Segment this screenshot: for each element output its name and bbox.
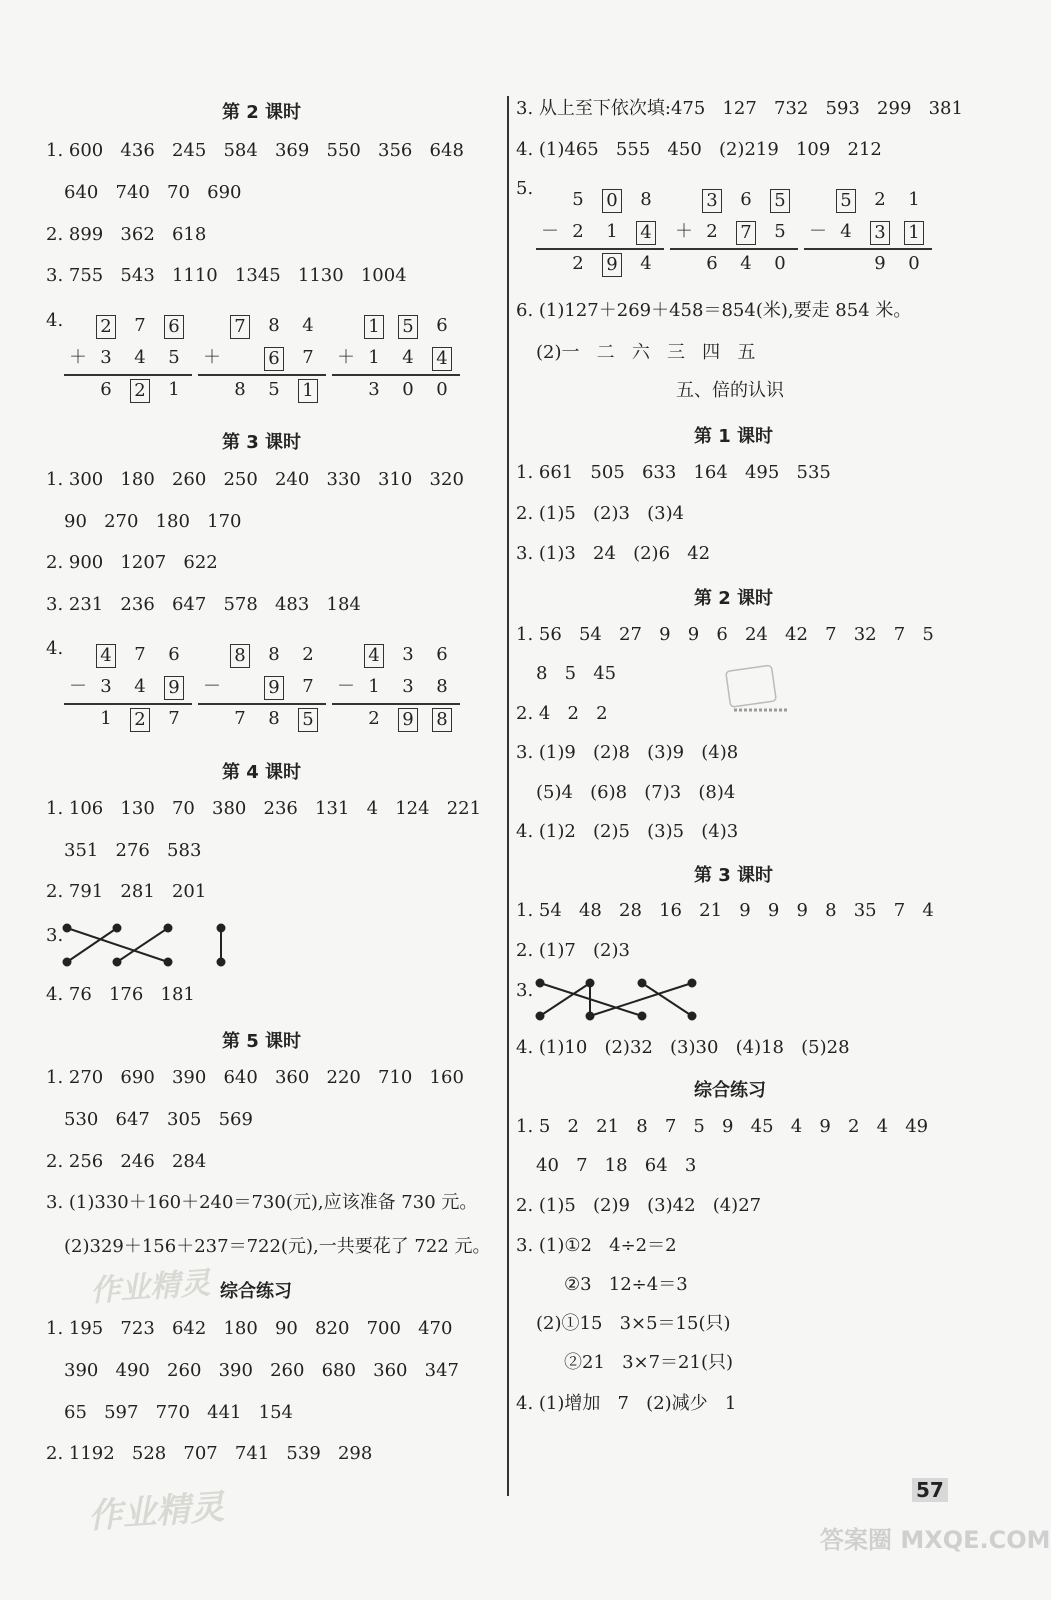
left-review-q1-line2: 390 490 260 390 260 680 360 347 xyxy=(64,1360,460,1381)
res-digit: 2 xyxy=(572,253,584,274)
bot-digit: 4 xyxy=(402,347,414,368)
right-l2-q1-line1: 1. 56 54 27 9 9 6 24 42 7 32 7 5 xyxy=(516,624,934,645)
bot-digit: 6 xyxy=(264,347,284,371)
top-digit: 2 xyxy=(874,189,886,210)
bot-digit: 1 xyxy=(606,221,618,242)
watermark-upper: 作业精灵 xyxy=(89,1265,212,1310)
right-cont-q6-line1: 6. (1)127＋269＋458＝854(米),要走 854 米。 xyxy=(516,300,912,321)
bot-digit: 7 xyxy=(302,347,314,368)
top-digit: 7 xyxy=(230,315,250,339)
right-review-q2: 2. (1)5 (2)9 (3)42 (4)27 xyxy=(516,1195,762,1216)
right-l2-q1-line2: 8 5 45 xyxy=(536,663,617,684)
left-review-q1-line3: 65 597 770 441 154 xyxy=(64,1402,293,1423)
left-lesson2-title: 第 2 课时 xyxy=(222,102,302,123)
bot-digit: 3 xyxy=(870,221,890,245)
res-digit: 1 xyxy=(298,379,318,403)
bot-digit: 4 xyxy=(636,221,656,245)
bot-digit: 3 xyxy=(402,676,414,697)
res-digit: 2 xyxy=(368,708,380,729)
right-review-q3-line2: ②3 12÷4＝3 xyxy=(564,1274,688,1295)
top-digit: 2 xyxy=(96,315,116,339)
top-digit: 8 xyxy=(230,644,250,668)
left-lesson3-title: 第 3 课时 xyxy=(222,432,302,453)
left-review-q1-line1: 1. 195 723 642 180 90 820 700 470 xyxy=(46,1318,453,1339)
right-lesson3-title: 第 3 课时 xyxy=(694,865,774,886)
watermark-lower: 作业精灵 xyxy=(87,1487,226,1537)
top-digit: 8 xyxy=(640,189,652,210)
res-digit: 1 xyxy=(100,708,112,729)
left-l5-q1-line2: 530 647 305 569 xyxy=(64,1109,253,1130)
bot-digit: 5 xyxy=(168,347,180,368)
top-digit: 0 xyxy=(602,189,622,213)
top-digit: 3 xyxy=(702,189,722,213)
res-digit: 8 xyxy=(234,379,246,400)
res-digit: 7 xyxy=(168,708,180,729)
res-digit: 6 xyxy=(100,379,112,400)
left-l4-q1-line1: 1. 106 130 70 380 236 131 4 124 221 xyxy=(46,798,482,819)
bot-digit: 1 xyxy=(368,347,380,368)
bot-digit: 9 xyxy=(264,676,284,700)
page-number: 57 xyxy=(912,1478,948,1502)
right-l3-q2: 2. (1)7 (2)3 xyxy=(516,940,630,961)
top-digit: 1 xyxy=(364,315,384,339)
top-digit: 3 xyxy=(402,644,414,665)
left-l3-q3: 3. 231 236 647 578 483 184 xyxy=(46,594,361,615)
bot-digit: 3 xyxy=(100,676,112,697)
right-l3-q3-label: 3. xyxy=(516,980,534,1001)
left-l3-q2: 2. 900 1207 622 xyxy=(46,552,218,573)
right-review-title: 综合练习 xyxy=(694,1080,766,1101)
left-l2-q1-line1: 1. 600 436 245 584 369 550 356 648 xyxy=(46,140,464,161)
res-digit: 5 xyxy=(298,708,318,732)
res-digit: 8 xyxy=(268,708,280,729)
bot-digit: 2 xyxy=(706,221,718,242)
left-lesson4-title: 第 4 课时 xyxy=(222,762,302,783)
top-digit: 6 xyxy=(436,644,448,665)
right-l3-q4: 4. (1)10 (2)32 (3)30 (4)18 (5)28 xyxy=(516,1037,850,1058)
top-digit: 7 xyxy=(134,315,146,336)
left-l3-q4-label: 4. xyxy=(46,638,64,659)
top-digit: 5 xyxy=(836,189,856,213)
right-review-q1-line1: 1. 5 2 21 8 7 5 9 45 4 9 2 4 49 xyxy=(516,1116,929,1137)
bot-digit: 4 xyxy=(840,221,852,242)
top-digit: 6 xyxy=(740,189,752,210)
bot-digit: 7 xyxy=(302,676,314,697)
top-digit: 6 xyxy=(436,315,448,336)
bot-digit: 5 xyxy=(774,221,786,242)
right-l2-q2: 2. 4 2 2 xyxy=(516,703,608,724)
top-digit: 5 xyxy=(770,189,790,213)
res-digit: 0 xyxy=(402,379,414,400)
bot-digit: 4 xyxy=(432,347,452,371)
bot-digit: 2 xyxy=(572,221,584,242)
left-review-title: 综合练习 xyxy=(220,1281,292,1302)
top-digit: 4 xyxy=(364,644,384,668)
res-digit: 4 xyxy=(640,253,652,274)
res-digit: 3 xyxy=(368,379,380,400)
res-digit: 0 xyxy=(436,379,448,400)
right-l1-q2: 2. (1)5 (2)3 (3)4 xyxy=(516,503,685,524)
res-digit: 0 xyxy=(774,253,786,274)
left-l5-q2: 2. 256 246 284 xyxy=(46,1151,207,1172)
right-review-q3-line1: 3. (1)①2 4÷2＝2 xyxy=(516,1235,677,1256)
left-l2-q4-label: 4. xyxy=(46,310,64,331)
top-digit: 6 xyxy=(164,315,184,339)
operator-sign: － xyxy=(69,676,87,697)
top-digit: 4 xyxy=(96,644,116,668)
operator-sign: － xyxy=(203,676,221,697)
res-digit: 1 xyxy=(168,379,180,400)
left-l2-q3: 3. 755 543 1110 1345 1130 1004 xyxy=(46,265,407,286)
top-digit: 5 xyxy=(572,189,584,210)
left-review-q2: 2. 1192 528 707 741 539 298 xyxy=(46,1443,373,1464)
res-digit: 7 xyxy=(234,708,246,729)
right-lesson1-title: 第 1 课时 xyxy=(694,426,774,447)
left-l2-q1-line2: 640 740 70 690 xyxy=(64,182,242,203)
left-l5-q3-line1: 3. (1)330＋160＋240＝730(元),应该准备 730 元。 xyxy=(46,1192,478,1213)
res-digit: 5 xyxy=(268,379,280,400)
bot-digit: 1 xyxy=(904,221,924,245)
res-digit: 0 xyxy=(908,253,920,274)
bot-digit: 4 xyxy=(134,676,146,697)
right-lesson2-title: 第 2 课时 xyxy=(694,588,774,609)
res-digit: 6 xyxy=(706,253,718,274)
res-digit: 8 xyxy=(432,708,452,732)
top-digit: 7 xyxy=(134,644,146,665)
top-digit: 1 xyxy=(908,189,920,210)
left-l4-q4: 4. 76 176 181 xyxy=(46,984,195,1005)
right-cont-q4: 4. (1)465 555 450 (2)219 109 212 xyxy=(516,139,882,160)
left-l3-q1-line1: 1. 300 180 260 250 240 330 310 320 xyxy=(46,469,464,490)
top-digit: 5 xyxy=(398,315,418,339)
top-digit: 6 xyxy=(168,644,180,665)
left-l4-q1-line2: 351 276 583 xyxy=(64,840,202,861)
operator-sign: － xyxy=(337,676,355,697)
left-lesson5-title: 第 5 课时 xyxy=(222,1031,302,1052)
top-digit: 8 xyxy=(268,315,280,336)
bot-digit: 3 xyxy=(100,347,112,368)
left-l2-q2: 2. 899 362 618 xyxy=(46,224,207,245)
corner-watermark: 答案圈 MXQE.COM xyxy=(820,1526,1051,1554)
bot-digit: 8 xyxy=(436,676,448,697)
left-l5-q1-line1: 1. 270 690 390 640 360 220 710 160 xyxy=(46,1067,464,1088)
right-l1-q3: 3. (1)3 24 (2)6 42 xyxy=(516,543,711,564)
res-digit: 9 xyxy=(398,708,418,732)
res-digit: 9 xyxy=(874,253,886,274)
right-l2-q3-line2: (5)4 (6)8 (7)3 (8)4 xyxy=(536,782,736,803)
right-review-q4: 4. (1)增加 7 (2)减少 1 xyxy=(516,1393,737,1414)
right-l2-q3-line1: 3. (1)9 (2)8 (3)9 (4)8 xyxy=(516,742,739,763)
operator-sign: ＋ xyxy=(203,347,221,368)
right-cont-q6-line2: (2)一 二 六 三 四 五 xyxy=(536,342,756,363)
right-l3-q1: 1. 54 48 28 16 21 9 9 9 8 35 7 4 xyxy=(516,900,934,921)
bot-digit: 4 xyxy=(134,347,146,368)
res-digit: 2 xyxy=(130,708,150,732)
operator-sign: ＋ xyxy=(69,347,87,368)
res-digit: 4 xyxy=(740,253,752,274)
operator-sign: － xyxy=(541,221,559,242)
top-digit: 2 xyxy=(302,644,314,665)
top-digit: 8 xyxy=(268,644,280,665)
left-l3-q1-line2: 90 270 180 170 xyxy=(64,511,242,532)
operator-sign: ＋ xyxy=(675,221,693,242)
left-l4-q2: 2. 791 281 201 xyxy=(46,881,207,902)
right-review-q3-line3: (2)①15 3×5＝15(只) xyxy=(536,1313,731,1334)
res-digit: 2 xyxy=(130,379,150,403)
right-l1-q1: 1. 661 505 633 164 495 535 xyxy=(516,462,831,483)
operator-sign: － xyxy=(809,221,827,242)
operator-sign: ＋ xyxy=(337,347,355,368)
left-l4-q3-label: 3. xyxy=(46,925,64,946)
right-cont-q3: 3. 从上至下依次填:475 127 732 593 299 381 xyxy=(516,98,963,119)
right-l2-q4: 4. (1)2 (2)5 (3)5 (4)3 xyxy=(516,821,739,842)
right-cont-q5-label: 5. xyxy=(516,178,534,199)
bot-digit: 1 xyxy=(368,676,380,697)
bot-digit: 7 xyxy=(736,221,756,245)
right-review-q1-line2: 40 7 18 64 3 xyxy=(536,1155,697,1176)
right-unit-title: 五、倍的认识 xyxy=(676,380,784,401)
res-digit: 9 xyxy=(602,253,622,277)
right-review-q3-line4: ②21 3×7＝21(只) xyxy=(564,1352,734,1373)
bot-digit: 9 xyxy=(164,676,184,700)
left-l5-q3-line2: (2)329＋156＋237＝722(元),一共要花了 722 元。 xyxy=(64,1236,491,1257)
top-digit: 4 xyxy=(302,315,314,336)
